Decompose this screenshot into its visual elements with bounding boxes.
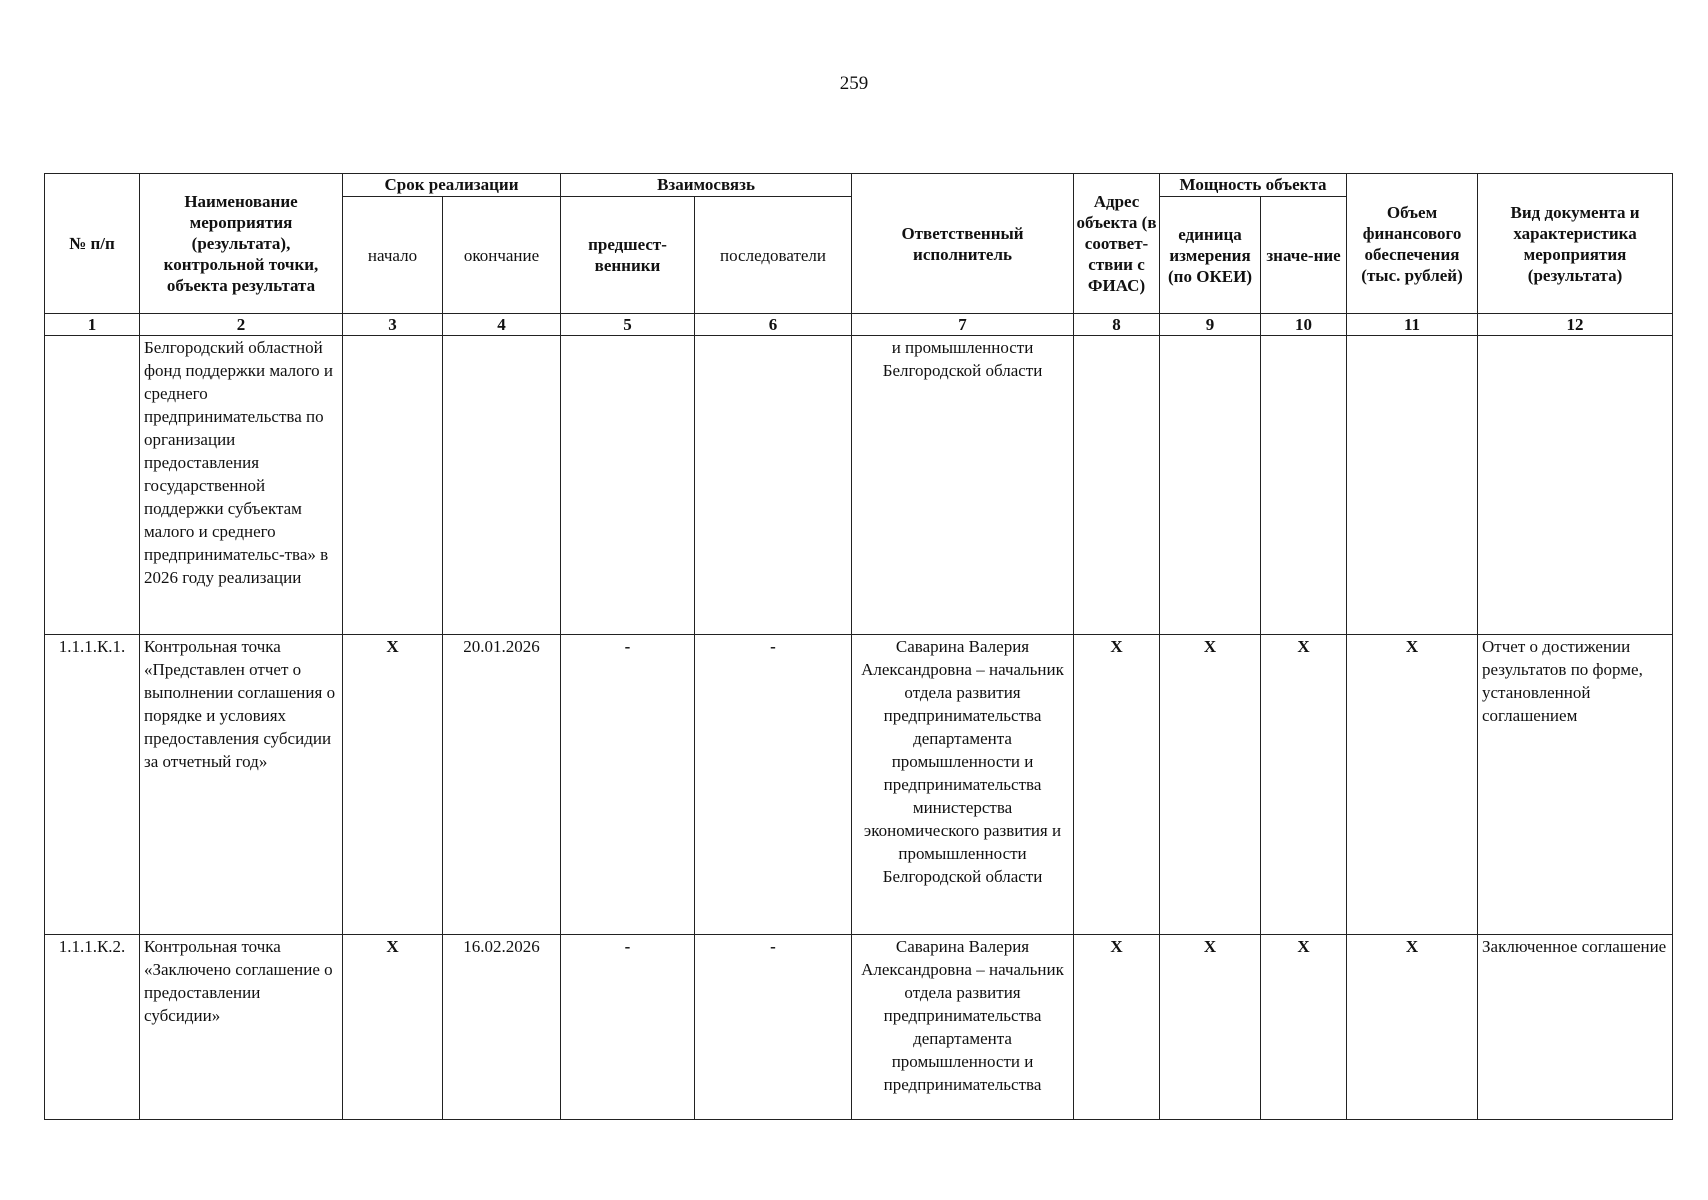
page-number: 259	[839, 73, 869, 94]
header-link: Взаимосвязь	[561, 174, 852, 197]
cell-predecessors: -	[561, 935, 695, 1120]
cell-predecessors: -	[561, 635, 695, 935]
cell-successors: -	[695, 935, 852, 1120]
cell-value	[1261, 336, 1347, 635]
header-start: начало	[343, 197, 443, 314]
cell-start: X	[343, 935, 443, 1120]
cell-start: X	[343, 635, 443, 935]
cell-start	[343, 336, 443, 635]
column-number: 5	[561, 314, 695, 336]
cell-name: Белгородский областной фонд поддержки малого и среднего предпринимательства по организации предоставления государственной поддержки субъектам малого и среднего предпринимательс-тва» в 2026 году реализации	[140, 336, 343, 635]
cell-name: Контрольная точка «Представлен отчет о выполнении соглашения о порядке и условиях предоставления субсидии за отчетный год»	[140, 635, 343, 935]
cell-unit	[1160, 336, 1261, 635]
cell-value: X	[1261, 935, 1347, 1120]
cell-address: X	[1074, 935, 1160, 1120]
cell-finance	[1347, 336, 1478, 635]
cell-num: 1.1.1.К.2.	[45, 935, 140, 1120]
header-doc-type: Вид документа и характеристика мероприятия (результата)	[1478, 174, 1673, 314]
column-number: 11	[1347, 314, 1478, 336]
cell-name: Контрольная точка «Заключено соглашение о предоставлении субсидии»	[140, 935, 343, 1120]
header-period: Срок реализации	[343, 174, 561, 197]
cell-doc-type	[1478, 336, 1673, 635]
column-number: 2	[140, 314, 343, 336]
cell-successors: -	[695, 635, 852, 935]
header-end: окончание	[443, 197, 561, 314]
table-header	[45, 174, 1673, 336]
cell-address	[1074, 336, 1160, 635]
column-number: 3	[343, 314, 443, 336]
header-responsible: Ответственный исполнитель	[852, 174, 1074, 314]
header-name: Наименование мероприятия (результата), контрольной точки, объекта результата	[140, 174, 343, 314]
table-row	[45, 935, 1673, 1120]
cell-end	[443, 336, 561, 635]
cell-finance: X	[1347, 635, 1478, 935]
column-numbers-row	[45, 314, 1673, 336]
column-number: 7	[852, 314, 1074, 336]
cell-responsible: Саварина Валерия Александровна – начальник отдела развития предпринимательства департамента промышленности и предпринимательства	[852, 935, 1074, 1120]
column-number: 1	[45, 314, 140, 336]
cell-finance: X	[1347, 935, 1478, 1120]
cell-unit: X	[1160, 635, 1261, 935]
header-unit: единица измерения (по ОКЕИ)	[1160, 197, 1261, 314]
cell-end: 20.01.2026	[443, 635, 561, 935]
column-number: 8	[1074, 314, 1160, 336]
header-value: значе-ние	[1261, 197, 1347, 314]
table-row	[45, 635, 1673, 935]
cell-responsible: и промышленности Белгородской области	[852, 336, 1074, 635]
header-successors: последователи	[695, 197, 852, 314]
cell-successors	[695, 336, 852, 635]
column-number: 4	[443, 314, 561, 336]
header-capacity: Мощность объекта	[1160, 174, 1347, 197]
cell-responsible: Саварина Валерия Александровна – начальник отдела развития предпринимательства департамента промышленности и предпринимательства министерства экономического развития и промышленности Белгородской области	[852, 635, 1074, 935]
cell-num: 1.1.1.К.1.	[45, 635, 140, 935]
cell-address: X	[1074, 635, 1160, 935]
cell-num	[45, 336, 140, 635]
schedule-table	[44, 173, 1673, 1120]
table-row	[45, 336, 1673, 635]
cell-unit: X	[1160, 935, 1261, 1120]
header-num: № п/п	[45, 174, 140, 314]
column-number: 12	[1478, 314, 1673, 336]
header-finance: Объем финансового обеспечения (тыс. рублей)	[1347, 174, 1478, 314]
cell-end: 16.02.2026	[443, 935, 561, 1120]
column-number: 9	[1160, 314, 1261, 336]
column-number: 10	[1261, 314, 1347, 336]
header-predecessors: предшест-венники	[561, 197, 695, 314]
cell-value: X	[1261, 635, 1347, 935]
cell-predecessors	[561, 336, 695, 635]
header-address: Адрес объекта (в соответ-ствии с ФИАС)	[1074, 174, 1160, 314]
cell-doc-type: Отчет о достижении результатов по форме, установленной соглашением	[1478, 635, 1673, 935]
column-number: 6	[695, 314, 852, 336]
cell-doc-type: Заключенное соглашение	[1478, 935, 1673, 1120]
